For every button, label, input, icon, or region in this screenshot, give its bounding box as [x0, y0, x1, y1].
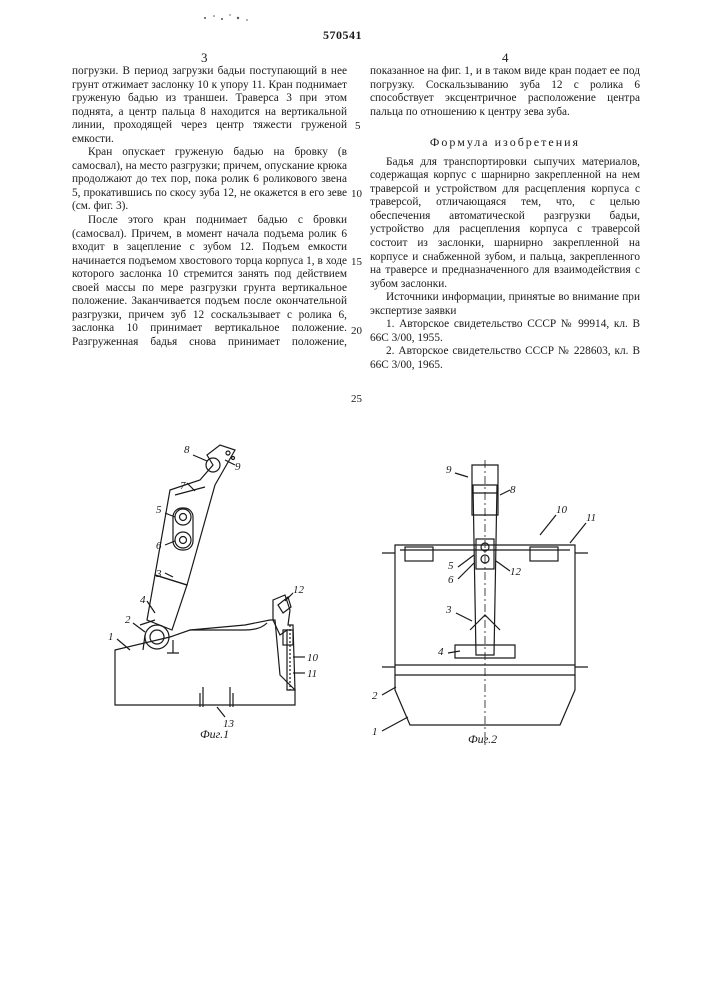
fig1-label: 10 [307, 652, 318, 664]
sources-intro: Источники информации, принятые во внимание при экспертизе заявки [370, 291, 640, 317]
fig1-label: 6 [156, 540, 162, 552]
line-number: 25 [351, 393, 362, 405]
fig1-label: 7 [180, 480, 186, 492]
figure-1 [95, 425, 335, 755]
fig2-label: 6 [448, 574, 454, 586]
line-number: 15 [351, 256, 362, 268]
fig1-label: 9 [235, 461, 241, 473]
fig2-label: 11 [586, 512, 597, 524]
fig1-label: 11 [307, 668, 318, 680]
fig1-label: 4 [140, 594, 146, 606]
figure-2-caption: Фиг.2 [468, 732, 498, 746]
line-number: 5 [355, 120, 361, 132]
fig1-label: 12 [293, 584, 304, 596]
left-paragraph: Кран опускает груженую бадью на бровку (в самосвал), на место разгрузки; причем, опускание крюка продолжают до тех пор, пока ролик 6 роликового звена 5, прокатившись по скосу зуба 12, не окажется в его зеве (см. фиг. 3). [72, 146, 347, 213]
fig2-label: 8 [510, 484, 516, 496]
fig1-label: 5 [156, 504, 162, 516]
right-text-column [370, 65, 640, 372]
fig1-label: 3 [156, 568, 162, 580]
figure-2 [360, 455, 610, 755]
line-number: 10 [351, 188, 362, 200]
left-column-number: 3 [201, 50, 208, 65]
left-paragraph: После этого кран поднимает бадью с бровки (самосвал). Причем, в момент начала подъема ролик 6 входит в зацепление с зубом 12. Подъем емкости начинается подъемом хвостового торца корпуса 1, в ходе которого заслонка 10 стремится занять под действием своей массы по мере разгрузки грунта вертикальное положение. Заканчивается подъем после окончательной разгрузки, причем зуб 12 соскальзывает с ролика 6, заслонка 10 принимает вертикальное положение. Разгруженная бадья снова принимает положение, [72, 214, 347, 348]
right-intro-paragraph: показанное на фиг. 1, и в таком виде кран подает ее под погрузку. Соскальзыванию зуба 12 с ролика 6 способствует эксцентричное расположение центра пальца по отношению к центру зева зуба. [370, 65, 640, 118]
fig1-label: 2 [125, 614, 131, 626]
claims-paragraph: Бадья для транспортировки сыпучих материалов, содержащая корпус с шарнирно закрепленной на нем траверсой и устройством для расцепления корпуса с траверсой, отличающаяся тем, что, с целью обеспечения автоматической разгрузки бадьи, устройство для расцепления корпуса с траверсой состоит из заслонки, шарнирно закрепленной на корпусе и снабженной зубом, и пальца, закрепленного на траверсе и предназначенного для взаимодействия с зубом заслонки. [370, 155, 640, 290]
fig2-label: 2 [372, 690, 378, 702]
fig2-label: 4 [438, 646, 444, 658]
fig2-label: 1 [372, 726, 378, 738]
fig2-label: 10 [556, 504, 567, 516]
fig2-label: 5 [448, 560, 454, 572]
fig2-label: 9 [446, 464, 452, 476]
source-item: 2. Авторское свидетельство СССР № 228603, кл. В 66С 3/00, 1965. [370, 345, 640, 371]
fig1-label: 1 [108, 631, 114, 643]
fig2-label: 12 [510, 566, 521, 578]
left-paragraph: погрузки. В период загрузки бадьи поступающий в нее грунт отжимает заслонку 10 к упору 11. Кран поднимает груженую бадью из траншеи. Траверса 3 при этом поднята, а центр пальца 8 находится на вертикальной линии, проходящей через центр тяжести груженой емкости. [72, 65, 347, 145]
scan-specks [200, 6, 260, 26]
fig2-label: 3 [446, 604, 452, 616]
line-number: 20 [351, 325, 362, 337]
source-item: 1. Авторское свидетельство СССР № 99914, кл. В 66С 3/00, 1955. [370, 318, 640, 344]
left-text-column [72, 65, 347, 349]
fig1-label: 8 [184, 444, 190, 456]
claims-heading: Формула изобретения [429, 135, 581, 150]
figure-1-caption: Фиг.1 [200, 727, 230, 741]
right-column-number: 4 [502, 50, 509, 65]
fig1-label: 13 [223, 718, 234, 730]
patent-number: 570541 [323, 28, 362, 42]
